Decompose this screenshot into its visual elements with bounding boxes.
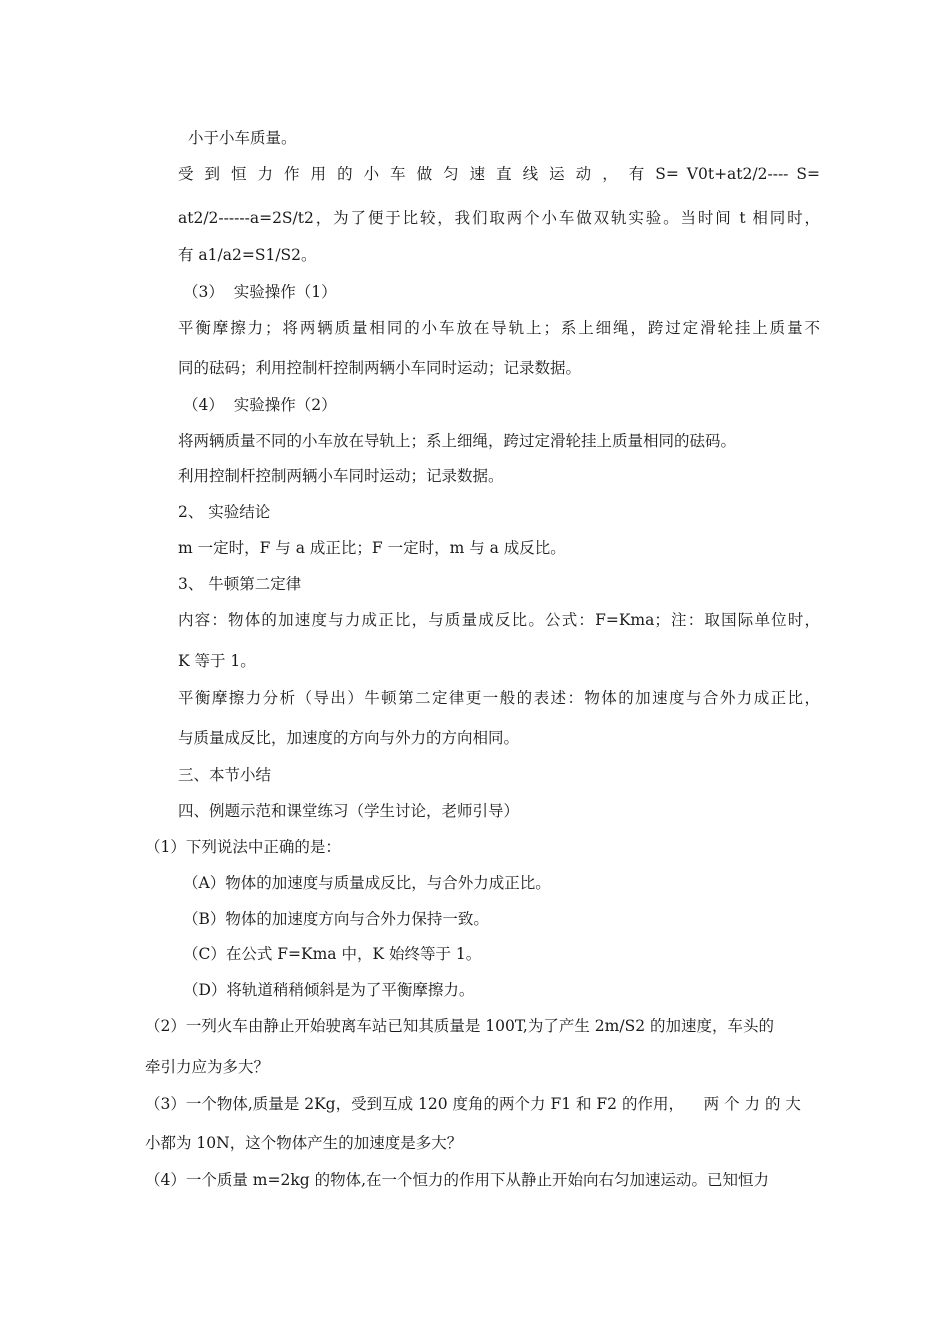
text-line: m 一定时，F 与 a 成正比；F 一定时，m 与 a 成反比。 [178, 539, 566, 557]
question-line: （1）下列说法中正确的是： [145, 838, 341, 856]
section-heading: 三、本节小结 [178, 766, 272, 784]
section-heading: 3、 牛顿第二定律 [178, 575, 302, 593]
text-line: 平衡摩擦力；将两辆质量相同的小车放在导轨上；系上细绳，跨过定滑轮挂上质量不 [178, 319, 820, 337]
question-line: （3）一个物体,质量是 2Kg，受到互成 120 度角的两个力 F1 和 F2 的作用， 两 个 力 的 大 [145, 1095, 801, 1113]
text-line: 小于小车质量。 [188, 129, 297, 147]
text-line: 有 a1/a2=S1/S2。 [178, 246, 317, 264]
text-line: 受 到 恒 力 作 用 的 小 车 做 匀 速 直 线 运 动 ， 有 S= V0t+at2/2---- S= [178, 165, 820, 183]
text-line: 平衡摩擦力分析（导出）牛顿第二定律更一般的表述：物体的加速度与合外力成正比， [178, 689, 820, 707]
text-line: 小都为 10N，这个物体产生的加速度是多大？ [145, 1134, 463, 1152]
option-line: （B）物体的加速度方向与合外力保持一致。 [183, 910, 489, 928]
question-line: （2）一列火车由静止开始驶离车站已知其质量是 100T,为了产生 2m/S2 的加速度，车头的 [145, 1017, 774, 1035]
text-line: 同的砝码；利用控制杆控制两辆小车同时运动；记录数据。 [178, 359, 582, 377]
option-line: （D）将轨道稍稍倾斜是为了平衡摩擦力。 [183, 981, 475, 999]
question-line: （4）一个质量 m=2kg 的物体,在一个恒力的作用下从静止开始向右匀加速运动。已知恒力 [145, 1171, 770, 1189]
section-heading: 四、例题示范和课堂练习（学生讨论，老师引导） [178, 802, 520, 820]
option-line: （A）物体的加速度与质量成反比，与合外力成正比。 [183, 874, 551, 892]
text-line: K 等于 1。 [178, 652, 256, 670]
text-line: 内容：物体的加速度与力成正比，与质量成反比。公式：F=Kma；注：取国际单位时， [178, 611, 820, 629]
text-line: 利用控制杆控制两辆小车同时运动；记录数据。 [178, 467, 504, 485]
section-heading: 2、 实验结论 [178, 503, 271, 521]
text-line: 牵引力应为多大？ [145, 1058, 270, 1076]
section-heading: （4） 实验操作（2） [183, 396, 337, 414]
text-line: at2/2------a=2S/t2，为了便于比较，我们取两个小车做双轨实验。当时间 t 相同时， [178, 209, 820, 227]
text-line: 将两辆质量不同的小车放在导轨上；系上细绳，跨过定滑轮挂上质量相同的砝码。 [178, 432, 737, 450]
text-line: 与质量成反比，加速度的方向与外力的方向相同。 [178, 729, 520, 747]
section-heading: （3） 实验操作（1） [183, 283, 337, 301]
option-line: （C）在公式 F=Kma 中，K 始终等于 1。 [183, 945, 482, 963]
